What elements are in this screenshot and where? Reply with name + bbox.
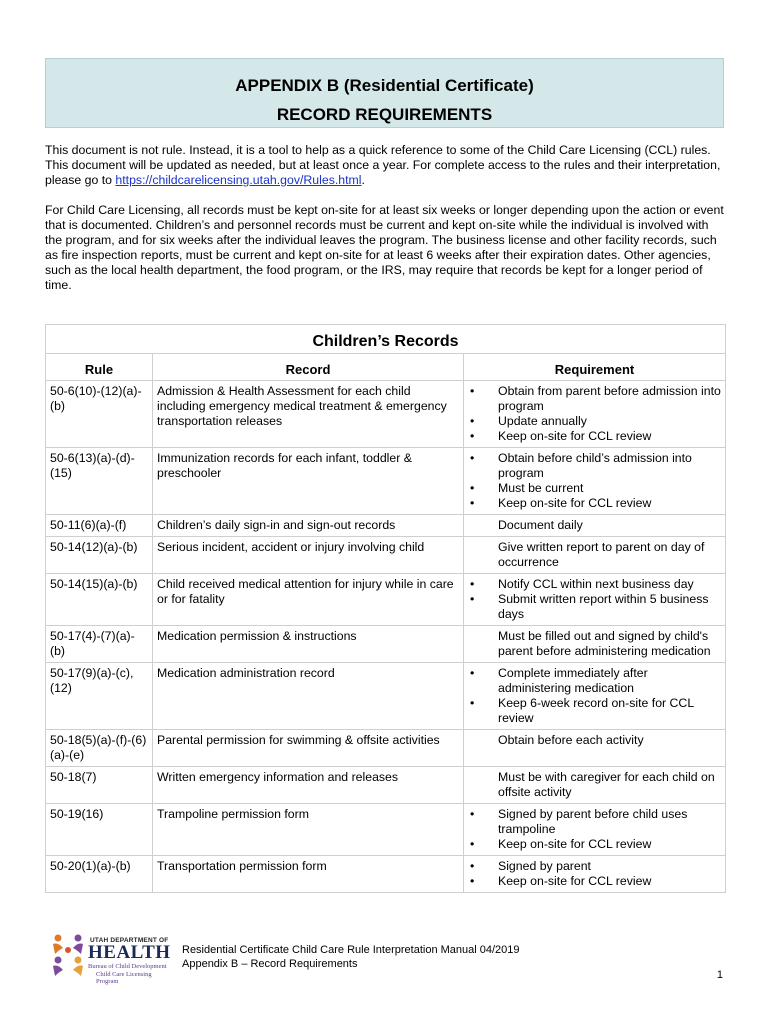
table-row xyxy=(46,626,726,663)
requirement-cell xyxy=(464,448,726,515)
people-icon xyxy=(50,932,88,976)
requirement-item: • Keep on-site for CCL review xyxy=(468,496,721,511)
table-row xyxy=(46,767,726,804)
record-cell: Medication administration record xyxy=(153,663,464,730)
header-record: Record xyxy=(153,354,464,381)
logo-line-3: Bureau of Child Development xyxy=(88,963,167,970)
table-row xyxy=(46,804,726,856)
table-row xyxy=(46,730,726,767)
requirement-cell xyxy=(464,537,726,574)
requirement-cell xyxy=(464,663,726,730)
requirement-item: • Obtain from parent before admission into program xyxy=(468,384,721,414)
logo-line-2: HEALTH xyxy=(88,942,171,963)
requirement-cell xyxy=(464,515,726,537)
requirement-item: • Obtain before child’s admission into program xyxy=(468,451,721,481)
requirement-list xyxy=(468,451,721,511)
rule-cell: 50-18(5)(a)-(f)-(6)(a)-(e) xyxy=(46,730,153,767)
record-cell: Trampoline permission form xyxy=(153,804,464,856)
childrens-records-table xyxy=(45,324,725,893)
requirement-list xyxy=(468,666,721,726)
header-requirement: Requirement xyxy=(464,354,726,381)
rule-cell: 50-17(4)-(7)(a)-(b) xyxy=(46,626,153,663)
rules-link[interactable]: https://childcarelicensing.utah.gov/Rules.html xyxy=(115,173,362,187)
requirement-text: Must be filled out and signed by child's parent before administering medication xyxy=(498,629,711,658)
rule-cell: 50-20(1)(a)-(b) xyxy=(46,856,153,893)
requirement-text: Document daily xyxy=(498,518,583,532)
table-row xyxy=(46,537,726,574)
utah-health-logo xyxy=(50,932,174,985)
record-cell: Transportation permission form xyxy=(153,856,464,893)
header-rule: Rule xyxy=(46,354,153,381)
record-cell: Parental permission for swimming & offsite activities xyxy=(153,730,464,767)
requirement-item: • Keep on-site for CCL review xyxy=(468,429,721,444)
requirement-cell xyxy=(464,381,726,448)
title-line-2: RECORD REQUIREMENTS xyxy=(276,105,493,124)
requirement-text: Must be with caregiver for each child on offsite activity xyxy=(498,770,715,799)
record-cell: Immunization records for each infant, toddler & preschooler xyxy=(153,448,464,515)
requirement-list xyxy=(468,807,721,852)
requirement-cell xyxy=(464,856,726,893)
footer xyxy=(182,943,520,971)
rule-cell: 50-14(12)(a)-(b) xyxy=(46,537,153,574)
record-cell: Serious incident, accident or injury involving child xyxy=(153,537,464,574)
requirement-cell xyxy=(464,804,726,856)
requirement-list xyxy=(468,859,721,889)
requirement-cell xyxy=(464,626,726,663)
requirement-item: • Keep on-site for CCL review xyxy=(468,874,721,889)
record-cell: Written emergency information and releases xyxy=(153,767,464,804)
rule-cell: 50-6(10)-(12)(a)-(b) xyxy=(46,381,153,448)
requirement-list xyxy=(468,384,721,444)
rule-cell: 50-19(16) xyxy=(46,804,153,856)
table-caption: Children’s Records xyxy=(46,325,726,354)
title-line-1: APPENDIX B (Residential Certificate) xyxy=(235,76,534,95)
footer-line-2: Appendix B – Record Requirements xyxy=(182,958,358,970)
record-cell: Admission & Health Assessment for each child including emergency medical treatment & emergency transportation releases xyxy=(153,381,464,448)
table-row xyxy=(46,381,726,448)
table-row xyxy=(46,448,726,515)
title-box xyxy=(45,58,724,128)
rule-cell: 50-17(9)(a)-(c), (12) xyxy=(46,663,153,730)
footer-line-1: Residential Certificate Child Care Rule Interpretation Manual 04/2019 xyxy=(182,944,520,956)
record-cell: Child received medical attention for injury while in care or for fatality xyxy=(153,574,464,626)
intro-text: This document is not rule. Instead, it is a tool to help as a quick reference to some of the Child Care Licensing (CCL) rules. This document will be updated as needed, but at least once a year. For complete access to the rules and their interpretation, please go to xyxy=(45,143,721,187)
rule-cell: 50-11(6)(a)-(f) xyxy=(46,515,153,537)
requirement-cell xyxy=(464,730,726,767)
requirement-cell xyxy=(464,767,726,804)
record-cell: Medication permission & instructions xyxy=(153,626,464,663)
table-row xyxy=(46,574,726,626)
requirement-item: • Must be current xyxy=(468,481,721,496)
requirement-item: • Keep on-site for CCL review xyxy=(468,837,721,852)
rule-cell: 50-14(15)(a)-(b) xyxy=(46,574,153,626)
requirement-item: • Notify CCL within next business day xyxy=(468,577,721,592)
requirement-cell xyxy=(464,574,726,626)
rule-cell: 50-18(7) xyxy=(46,767,153,804)
requirement-item: • Signed by parent xyxy=(468,859,721,874)
record-cell: Children’s daily sign-in and sign-out records xyxy=(153,515,464,537)
logo-line-4: Child Care Licensing Program xyxy=(96,971,152,985)
requirement-item: • Keep 6-week record on-site for CCL review xyxy=(468,696,721,726)
page-number: 1 xyxy=(716,969,723,981)
table-row xyxy=(46,515,726,537)
requirement-item: • Update annually xyxy=(468,414,721,429)
requirement-item: • Submit written report within 5 business days xyxy=(468,592,721,622)
requirement-text: Give written report to parent on day of occurrence xyxy=(498,540,705,569)
logo-line-1: UTAH DEPARTMENT OF xyxy=(90,937,169,944)
requirement-text: Obtain before each activity xyxy=(498,733,644,747)
requirement-item: • Signed by parent before child uses trampoline xyxy=(468,807,721,837)
table-row xyxy=(46,663,726,730)
rule-cell: 50-6(13)(a)-(d)-(15) xyxy=(46,448,153,515)
intro-period: . xyxy=(361,173,365,187)
table-row xyxy=(46,856,726,893)
requirement-list xyxy=(468,577,721,622)
intro-paragraph-1 xyxy=(45,143,725,188)
intro-paragraph-2: For Child Care Licensing, all records must be kept on-site for at least six weeks or longer depending upon the action or event that is documented. Children’s and personnel records must be current and kept on-site while the individual is involved with the program, and for six weeks after the individual leaves the program. The business license and other facility records, such as fire inspection reports, must be current and kept on-site for at least 6 weeks after their expiration dates. Other agencies, such as the local health department, the food program, or the IRS, may require that records be kept for a longer period of time. xyxy=(45,203,724,292)
requirement-item: • Complete immediately after administering medication xyxy=(468,666,721,696)
